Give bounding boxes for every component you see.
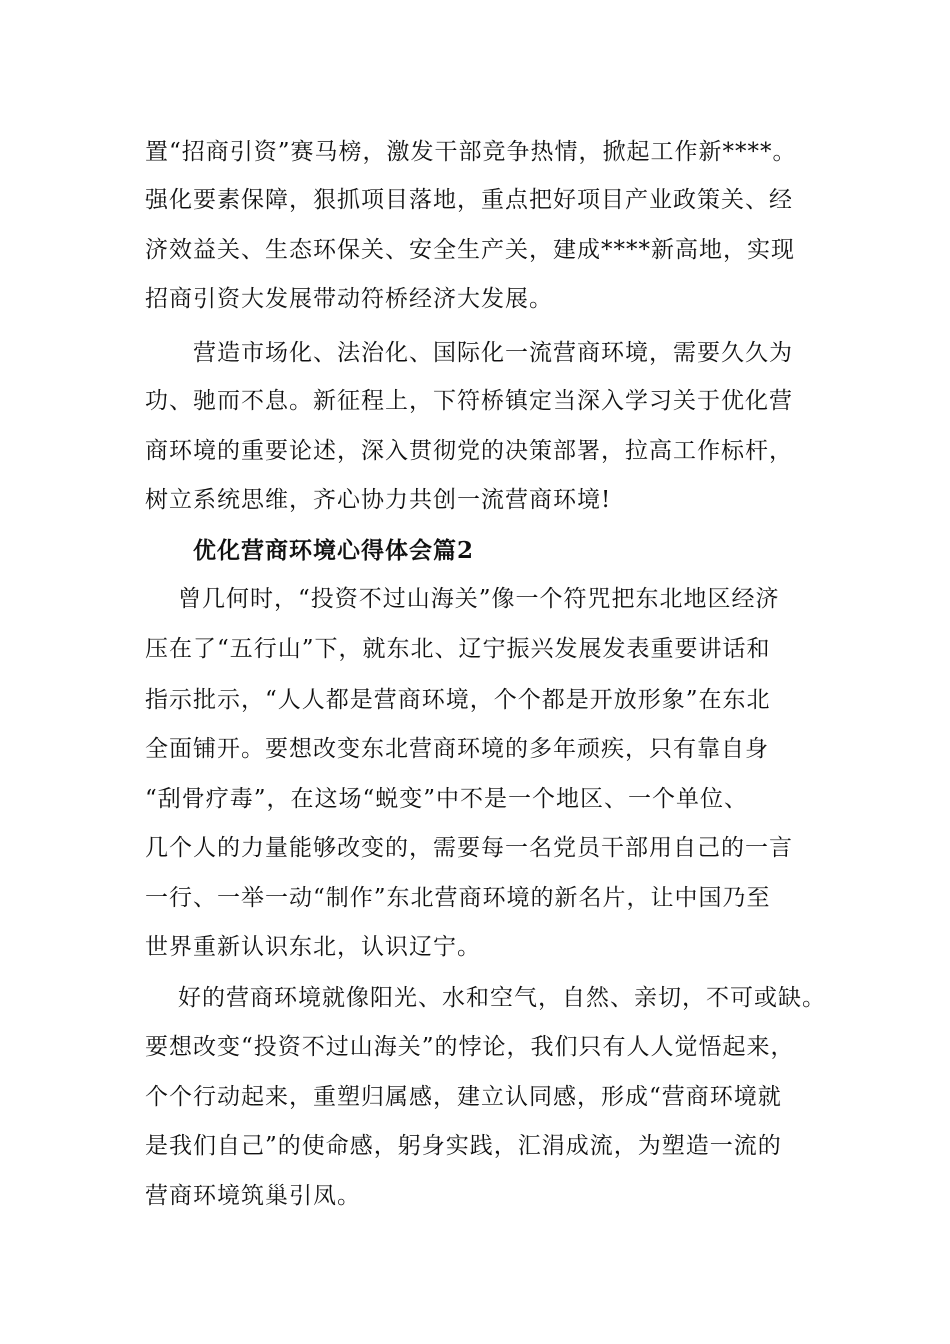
text-line: 功、驰而不息。新征程上，下符桥镇定当深入学习关于优化营 [145, 388, 793, 414]
text-line: 几个人的力量能够改变的，需要每一名党员干部用自己的一言 [145, 835, 793, 861]
text-line: 要想改变“投资不过山海关”的悖论，我们只有人人觉悟起来， [145, 1034, 795, 1060]
text-line: 曾几何时，“投资不过山海关”像一个符咒把东北地区经济 [178, 586, 780, 612]
text-line: 个个行动起来，重塑归属感，建立认同感，形成“营商环境就 [145, 1084, 782, 1110]
section-heading: 优化营商环境心得体会篇2 [193, 537, 475, 564]
text-line: 世界重新认识东北，认识辽宁。 [145, 934, 481, 960]
text-line: 指示批示，“人人都是营商环境，个个都是开放形象”在东北 [145, 687, 771, 713]
text-line: 压在了“五行山”下，就东北、辽宁振兴发展发表重要讲话和 [145, 636, 771, 662]
text-line: 全面铺开。要想改变东北营商环境的多年顽疾，只有靠自身 [145, 736, 769, 762]
text-line: 是我们自己”的使命感，躬身实践，汇涓成流，为塑造一流的 [145, 1133, 782, 1159]
text-line: 营商环境筑巢引凤。 [145, 1183, 361, 1209]
text-line: 树立系统思维，齐心协力共创一流营商环境! [145, 487, 612, 513]
text-line: 置“招商引资”赛马榜，激发干部竞争热情，掀起工作新****。 [145, 139, 797, 165]
text-line: 强化要素保障，狠抓项目落地，重点把好项目产业政策关、经 [145, 187, 793, 213]
text-line: 一行、一举一动“制作”东北营商环境的新名片，让中国乃至 [145, 885, 771, 911]
text-line: “刮骨疗毒”，在这场“蜕变”中不是一个地区、一个单位、 [145, 786, 749, 812]
text-line: 商环境的重要论述，深入贯彻党的决策部署，拉高工作标杆， [145, 438, 793, 464]
text-line: 济效益关、生态环保关、安全生产关，建成****新高地，实现 [145, 237, 795, 263]
text-line: 好的营商环境就像阳光、水和空气，自然、亲切，不可或缺。 [178, 985, 826, 1011]
text-line: 招商引资大发展带动符桥经济大发展。 [145, 286, 553, 312]
text-line: 营造市场化、法治化、国际化一流营商环境，需要久久为 [193, 340, 793, 366]
